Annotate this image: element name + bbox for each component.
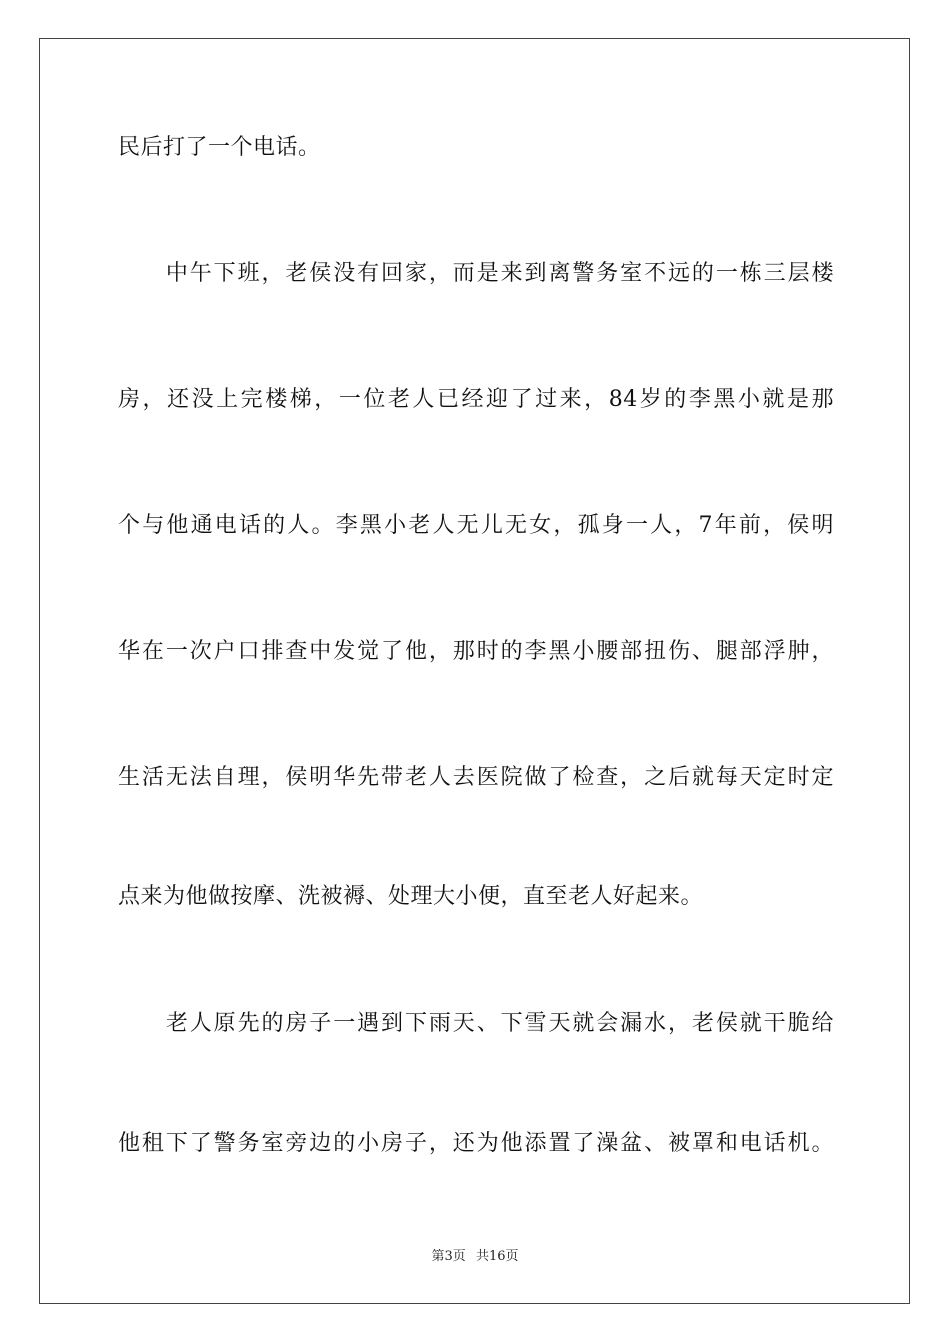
text-line-4: 个与他通电话的人。李黑小老人无儿无女，孤身一人，7年前，侯明 — [118, 513, 834, 538]
text-line-5: 华在一次户口排查中发觉了他，那时的李黑小腰部扭伤、腿部浮肿， — [118, 639, 834, 664]
text-line-7: 点来为他做按摩、洗被褥、处理大小便，直至老人好起来。 — [118, 884, 704, 909]
text-line-1: 民后打了一个电话。 — [118, 135, 321, 160]
text-line-6: 生活无法自理，侯明华先带老人去医院做了检查，之后就每天定时定 — [118, 765, 834, 790]
page-number: 第3页 — [431, 1249, 466, 1264]
text-line-2: 中午下班，老侯没有回家，而是来到离警务室不远的一栋三层楼 — [118, 261, 834, 286]
page-total: 共16页 — [475, 1249, 519, 1264]
text-line-3: 房，还没上完楼梯，一位老人已经迎了过来，84岁的李黑小就是那 — [118, 387, 834, 412]
page-footer — [0, 1245, 950, 1264]
text-line-9: 他租下了警务室旁边的小房子，还为他添置了澡盆、被罩和电话机。 — [118, 1131, 834, 1156]
text-line-8: 老人原先的房子一遇到下雨天、下雪天就会漏水，老侯就干脆给 — [118, 1011, 834, 1036]
